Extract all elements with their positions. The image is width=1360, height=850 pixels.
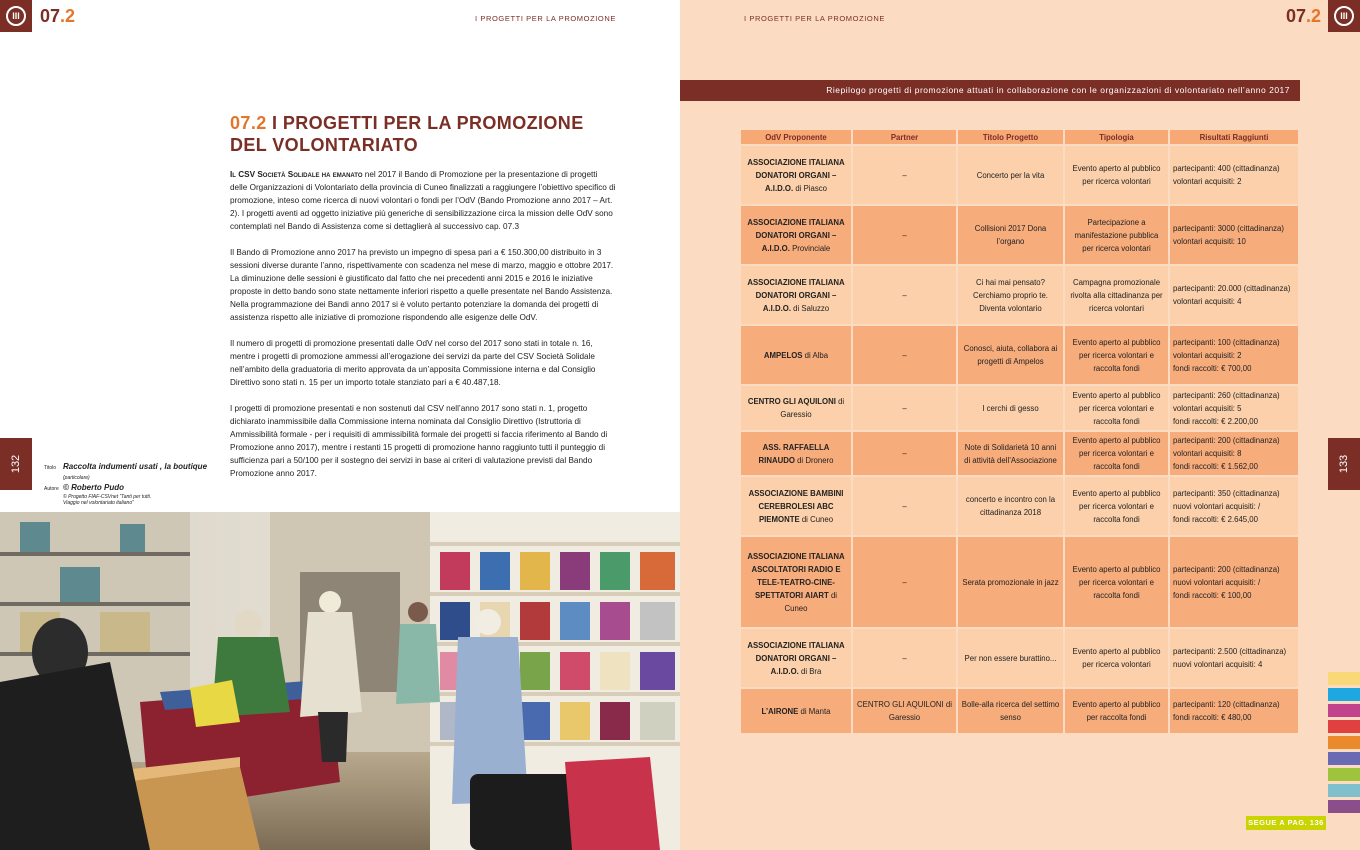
cell-partner: – bbox=[853, 477, 956, 535]
table-row bbox=[741, 689, 1298, 733]
result-line: partecipanti: 3000 (cittadinanza) bbox=[1173, 224, 1284, 233]
cell-risultati bbox=[1170, 477, 1298, 535]
table-row bbox=[741, 629, 1298, 687]
color-strip-item bbox=[1328, 672, 1360, 685]
section-number-decimal: .2 bbox=[1306, 6, 1322, 26]
caption-title: Raccolta indumenti usati , la boutique bbox=[63, 462, 208, 471]
cell-risultati bbox=[1170, 146, 1298, 204]
odv-location: di Bra bbox=[800, 666, 822, 676]
cell-tipologia: Evento aperto al pubblico per ricerca volontari bbox=[1065, 146, 1168, 204]
cell-odv bbox=[741, 432, 851, 475]
header-odv: OdV Proponente bbox=[741, 130, 851, 144]
header-titolo: Titolo Progetto bbox=[958, 130, 1063, 144]
caption-author: © Roberto Pudo bbox=[63, 483, 124, 492]
result-line: partecipanti: 100 (cittadinanza) bbox=[1173, 337, 1280, 347]
color-strip-item bbox=[1328, 800, 1360, 813]
table-title: Riepilogo progetti di promozione attuati in collaborazione con le organizzazioni di volontariato nell’anno 2017 bbox=[680, 80, 1300, 101]
cell-partner: CENTRO GLI AQUILONI di Garessio bbox=[853, 689, 956, 733]
cell-partner: – bbox=[853, 386, 956, 430]
title-line-2: DEL VOLONTARIATO bbox=[230, 135, 419, 155]
result-line: fondi raccolti: € 1.562,00 bbox=[1173, 462, 1258, 471]
cell-titolo: Conosci, aiuta, collabora ai progetti di Ampelos bbox=[958, 326, 1063, 384]
color-strip-item bbox=[1328, 752, 1360, 765]
section-icon: III bbox=[6, 6, 26, 26]
odv-name: L’AIRONE bbox=[761, 706, 799, 716]
result-line: fondi raccolti: € 2.200,00 bbox=[1173, 416, 1258, 426]
cell-titolo: Serata promozionale in jazz bbox=[958, 537, 1063, 627]
result-line: nuovi volontari acquisiti: / bbox=[1173, 577, 1261, 587]
color-strip-item bbox=[1328, 688, 1360, 701]
paragraph-text: I progetti di promozione presentati e non sostenuti dal CSV nell’anno 2017 sono stati n. 1, progetto dichiarato inammissibile dalla Commissione interna nominata dal Consiglio Direttivo (Istruttoria di Ammissibilità formale - per i requisiti di ammissibilità formale dei progetti si faccia riferimento al Bando di Promozione anno 2017), mentre i restanti 15 progetti di promozione hanno raggiunto tutti il punteggio di sufficienza pari a 50/100 per il sostegno dei servizi in base ai criteri di valutazione previsti dal Bando Promozione anno 2017. bbox=[230, 404, 608, 478]
cell-tipologia: Evento aperto al pubblico per ricerca volontari e raccolta fondi bbox=[1065, 432, 1168, 475]
result-line: partecipanti: 400 (cittadinanza) bbox=[1173, 164, 1280, 173]
cell-risultati bbox=[1170, 537, 1298, 627]
table-row bbox=[741, 146, 1298, 204]
title-number: 07.2 bbox=[230, 113, 267, 133]
cell-tipologia: Evento aperto al pubblico per ricerca volontari bbox=[1065, 629, 1168, 687]
result-line: partecipanti: 200 (cittadinanza) bbox=[1173, 436, 1280, 445]
color-strip-item bbox=[1328, 736, 1360, 749]
paragraph-lead: Il CSV Società Solidale ha emanato bbox=[230, 170, 363, 179]
odv-location: di Manta bbox=[800, 706, 831, 716]
section-number bbox=[40, 6, 75, 27]
cell-odv bbox=[741, 629, 851, 687]
header-partner: Partner bbox=[853, 130, 956, 144]
result-line: volontari acquisiti: 8 bbox=[1173, 449, 1242, 458]
result-line: fondi raccolti: € 2.645,00 bbox=[1173, 514, 1258, 524]
color-strip-item bbox=[1328, 704, 1360, 717]
page-title bbox=[230, 112, 584, 156]
table-row bbox=[741, 326, 1298, 384]
odv-name: ASSOCIAZIONE ITALIANA DONATORI ORGANI – A.I.D.O. bbox=[747, 277, 845, 313]
title-line-1: I PROGETTI PER LA PROMOZIONE bbox=[272, 113, 584, 133]
result-line: partecipanti: 120 (cittadinanza) bbox=[1173, 700, 1280, 709]
cell-titolo: Ci hai mai pensato? Cerchiamo proprio te. Diventa volontario bbox=[958, 266, 1063, 324]
cell-tipologia: Evento aperto al pubblico per ricerca volontari e raccolta fondi bbox=[1065, 477, 1168, 535]
section-number-decimal: .2 bbox=[60, 6, 76, 26]
cell-titolo: Collisioni 2017 Dona l’organo bbox=[958, 206, 1063, 264]
result-line: volontari acquisiti: 10 bbox=[1173, 237, 1246, 246]
cell-risultati bbox=[1170, 432, 1298, 475]
cell-odv bbox=[741, 477, 851, 535]
result-line: fondi raccolti: € 700,00 bbox=[1173, 363, 1252, 373]
cell-odv bbox=[741, 689, 851, 733]
result-line: partecipanti: 2.500 (cittadinanza) bbox=[1173, 647, 1287, 656]
page-number-tab bbox=[0, 438, 32, 490]
caption-title-label: Titolo bbox=[44, 465, 57, 471]
running-head: I PROGETTI PER LA PROMOZIONE bbox=[744, 14, 885, 23]
cell-titolo: I cerchi di gesso bbox=[958, 386, 1063, 430]
page-number-tab bbox=[1328, 438, 1360, 490]
cell-partner: – bbox=[853, 206, 956, 264]
cell-risultati bbox=[1170, 629, 1298, 687]
result-line: fondi raccolti: € 100,00 bbox=[1173, 590, 1252, 600]
odv-name: ASSOCIAZIONE ITALIANA ASCOLTATORI RADIO E TELE-TEATRO-CINE-SPETTATORI AIART bbox=[747, 551, 845, 600]
result-line: nuovi volontari acquisiti: 4 bbox=[1173, 660, 1263, 669]
cell-titolo: Per non essere burattino... bbox=[958, 629, 1063, 687]
odv-location: di Cuneo bbox=[784, 590, 838, 613]
photo-caption bbox=[44, 462, 224, 506]
continue-label: SEGUE A PAG. 136 bbox=[1246, 816, 1326, 830]
cell-partner: – bbox=[853, 432, 956, 475]
cell-tipologia: Evento aperto al pubblico per ricerca volontari e raccolta fondi bbox=[1065, 326, 1168, 384]
odv-name: ASSOCIAZIONE ITALIANA DONATORI ORGANI – A.I.D.O. bbox=[747, 217, 845, 253]
odv-location: di Dronero bbox=[797, 455, 834, 465]
color-strip-item bbox=[1328, 720, 1360, 733]
table-row bbox=[741, 477, 1298, 535]
cell-tipologia: Partecipazione a manifestazione pubblica per ricerca volontari bbox=[1065, 206, 1168, 264]
odv-location: di Piasco bbox=[795, 183, 827, 193]
section-number bbox=[1286, 6, 1321, 27]
odv-name: CENTRO GLI AQUILONI bbox=[747, 397, 836, 406]
table-row bbox=[741, 432, 1298, 475]
header-tipologia: Tipologia bbox=[1065, 130, 1168, 144]
cell-risultati bbox=[1170, 386, 1298, 430]
cell-titolo: Bolle-alla ricerca del settimo senso bbox=[958, 689, 1063, 733]
table-body bbox=[741, 146, 1298, 733]
result-line: partecipanti: 260 (cittadinanza) bbox=[1173, 390, 1280, 400]
odv-name: ASS. RAFFAELLA RINAUDO bbox=[758, 442, 830, 465]
cell-risultati bbox=[1170, 266, 1298, 324]
table-row bbox=[741, 266, 1298, 324]
odv-name: AMPELOS bbox=[763, 350, 803, 360]
color-strip-item bbox=[1328, 768, 1360, 781]
caption-credit: © Progetto FIAF-CSVnet “Tanti per tutti. Viaggio nel volontariato italiano” bbox=[63, 494, 152, 506]
odv-location: di Alba bbox=[804, 350, 829, 360]
cell-risultati bbox=[1170, 326, 1298, 384]
color-strip-item bbox=[1328, 784, 1360, 797]
odv-location: di Garessio bbox=[780, 397, 845, 419]
table-row bbox=[741, 386, 1298, 430]
cell-titolo: Note di Solidarietà 10 anni di attività dell’Associazione bbox=[958, 432, 1063, 475]
cell-titolo: concerto e incontro con la cittadinanza 2018 bbox=[958, 477, 1063, 535]
cell-partner: – bbox=[853, 266, 956, 324]
cell-tipologia: Evento aperto al pubblico per raccolta fondi bbox=[1065, 689, 1168, 733]
cell-tipologia: Evento aperto al pubblico per ricerca volontari e raccolta fondi bbox=[1065, 537, 1168, 627]
cell-odv bbox=[741, 266, 851, 324]
odv-location: di Cuneo bbox=[801, 514, 834, 524]
right-page bbox=[680, 0, 1360, 850]
table-header-row bbox=[741, 130, 1298, 144]
section-badge bbox=[1328, 0, 1360, 32]
cell-partner: – bbox=[853, 629, 956, 687]
cell-partner: – bbox=[853, 326, 956, 384]
section-number-main: 07 bbox=[1286, 6, 1307, 26]
odv-location: Provinciale bbox=[792, 243, 831, 253]
section-badge bbox=[0, 0, 32, 32]
caption-author-label: Autore bbox=[44, 486, 59, 492]
cell-odv bbox=[741, 386, 851, 430]
cell-partner: – bbox=[853, 146, 956, 204]
cell-risultati bbox=[1170, 206, 1298, 264]
section-number-main: 07 bbox=[40, 6, 61, 26]
result-line: volontari acquisiti: 5 bbox=[1173, 403, 1242, 413]
paragraph-text: nel 2017 il Bando di Promozione per la presentazione di progetti delle Organizzazioni di Volontariato della provincia di Cuneo finalizzati a raggiungere l’obiettivo specifico di promozione, inteso come ricerca di nuovi volontari o fondi per l’OdV (Bando Promozione anno 2017 – Art. 2). I progetti aventi ad oggetto iniziative più generiche di sensibilizzazione circa la mission delle OdV sono contemplati nel Bando di Assistenza come si dettaglierà al successivo cap. 07.3 bbox=[230, 170, 616, 231]
cell-odv bbox=[741, 326, 851, 384]
odv-name: ASSOCIAZIONE ITALIANA DONATORI ORGANI – A.I.D.O. bbox=[747, 640, 845, 676]
result-line: partecipanti: 350 (cittadinanza) bbox=[1173, 488, 1280, 498]
cell-tipologia: Evento aperto al pubblico per ricerca volontari e raccolta fondi bbox=[1065, 386, 1168, 430]
result-line: partecipanti: 200 (cittadinanza) bbox=[1173, 564, 1280, 574]
odv-name: ASSOCIAZIONE BAMBINI CEREBROLESI ABC PIEMONTE bbox=[748, 488, 844, 524]
cell-tipologia: Campagna promozionale rivolta alla cittadinanza per ricerca volontari bbox=[1065, 266, 1168, 324]
result-line: fondi raccolti: € 480,00 bbox=[1173, 713, 1252, 722]
cell-titolo: Concerto per la vita bbox=[958, 146, 1063, 204]
cell-partner: – bbox=[853, 537, 956, 627]
body-text bbox=[230, 168, 616, 493]
paragraph bbox=[230, 337, 616, 389]
table-row bbox=[741, 537, 1298, 627]
table-row bbox=[741, 206, 1298, 264]
cell-risultati bbox=[1170, 689, 1298, 733]
result-line: volontari acquisiti: 4 bbox=[1173, 297, 1242, 306]
paragraph bbox=[230, 168, 616, 233]
cell-odv bbox=[741, 146, 851, 204]
odv-name: ASSOCIAZIONE ITALIANA DONATORI ORGANI – A.I.D.O. bbox=[747, 157, 845, 193]
paragraph bbox=[230, 402, 616, 480]
caption-title-note: (particolare) bbox=[63, 475, 90, 481]
running-head: I PROGETTI PER LA PROMOZIONE bbox=[475, 14, 616, 23]
cell-odv bbox=[741, 537, 851, 627]
result-line: nuovi volontari acquisiti: / bbox=[1173, 501, 1261, 511]
paragraph bbox=[230, 246, 616, 324]
section-icon: III bbox=[1334, 6, 1354, 26]
paragraph-text: Il numero di progetti di promozione presentati dalle OdV nel corso del 2017 sono stati in totale n. 16, mentre i progetti di promozione ammessi all’erogazione dei servizi da parte del CSV Società Solidale nell’ambito della graduatoria di merito approvata da un’apposita Commissione interna e dal Consiglio Direttivo sono stati n. 15 per un importo totale stanziato pari a € 40.487,18. bbox=[230, 339, 596, 387]
result-line: partecipanti: 20.000 (cittadinanza) bbox=[1173, 284, 1291, 293]
cell-odv bbox=[741, 206, 851, 264]
projects-table bbox=[739, 128, 1300, 735]
result-line: volontari acquisiti: 2 bbox=[1173, 350, 1242, 360]
paragraph-text: Il Bando di Promozione anno 2017 ha previsto un impegno di spesa pari a € 150.300,00 distribuito in 3 sessioni diverse durante l’anno, rispettivamente con scadenza nel mese di marzo, maggio e ottobre 2017. La diminuzione delle sessioni è giustificato dal fatto che nei precedenti anni 2015 e 2016 le iniziative proposte in detto bando sono state nettamente inferiori rispetto a quelle presentate nel Bando Assistenza. Nella programmazione dei Bandi anno 2017 si è voluto pertanto potenziare la domanda dei progetti di assistenza rispetto alle iniziative di promozione rispondendo alle esigenze delle OdV. bbox=[230, 248, 614, 322]
page-number: 133 bbox=[1338, 454, 1350, 474]
page-number: 132 bbox=[10, 454, 22, 474]
header-risultati: Risultati Raggiunti bbox=[1170, 130, 1298, 144]
result-line: volontari acquisiti: 2 bbox=[1173, 177, 1242, 186]
shop-photo bbox=[0, 512, 680, 850]
odv-location: di Saluzzo bbox=[793, 303, 830, 313]
